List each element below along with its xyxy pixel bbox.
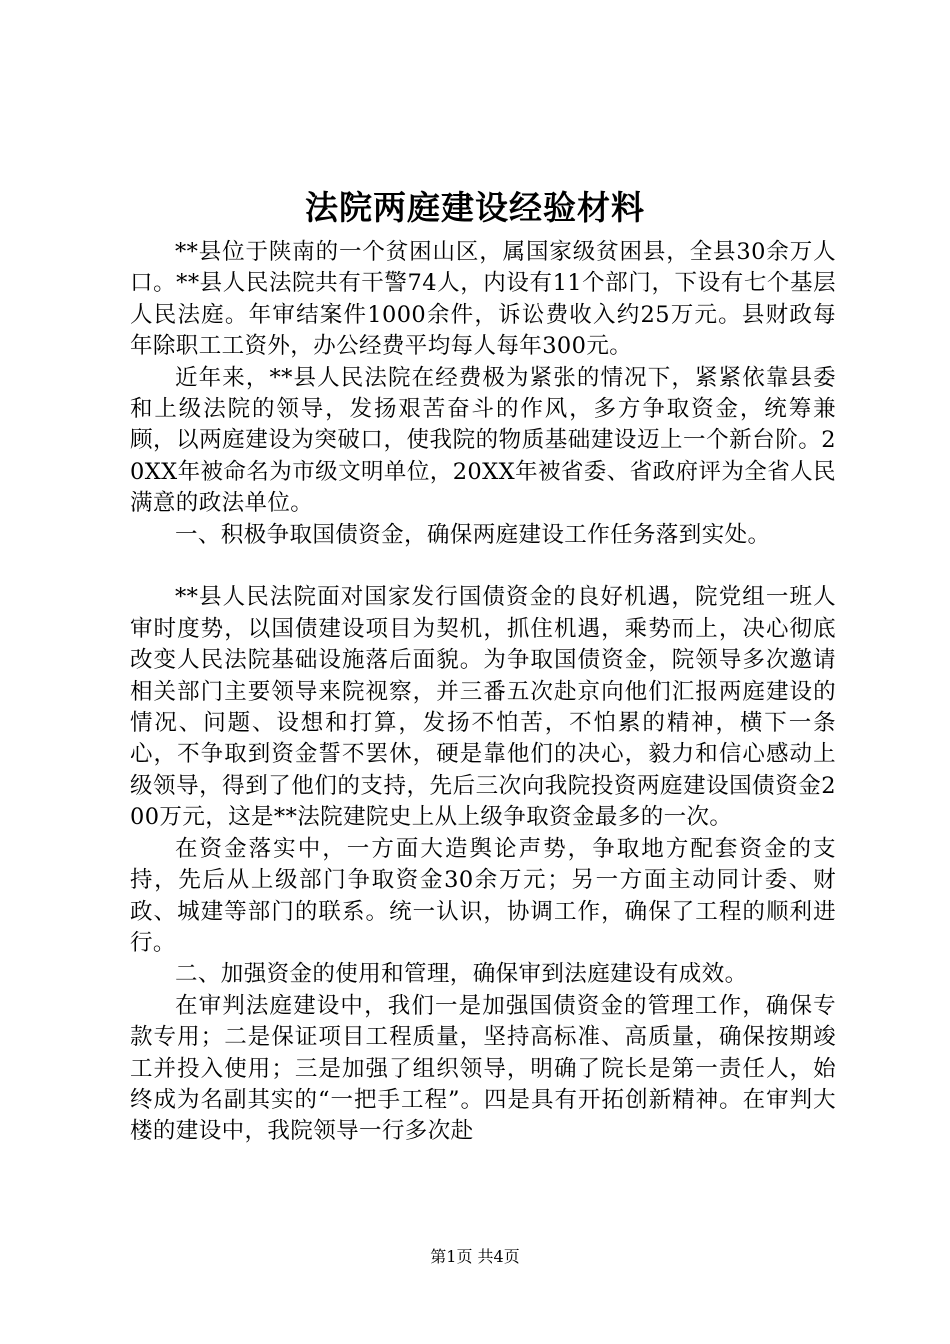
section-heading-1: 一、积极争取国债资金，确保两庭建设工作任务落到实处。 <box>175 521 771 548</box>
document-title: 法院两庭建设经验材料 <box>305 188 645 227</box>
paragraph-recent-years: 近年来，**县人民法院在经费极为紧张的情况下，紧紧依靠县委和上级法院的领导，发扬艰苦奋斗的作风，多方争取资金，统筹兼顾，以两庭建设为突破口，使我院的物质基础建设迈上一个新台阶。20XX年被命名为市级文明单位，20XX年被省委、省政府评为全省人民满意的政法单位。 <box>130 364 836 517</box>
paragraph-intro: **县位于陕南的一个贫困山区，属国家级贫困县，全县30余万人口。**县人民法院共有干警74人，内设有11个部门，下设有七个基层人民法庭。年审结案件1000余件，诉讼费收入约25万元。县财政每年除职工工资外，办公经费平均每人每年300元。 <box>130 239 836 360</box>
blank-line <box>130 551 836 582</box>
page-footer: 第1页 共4页 <box>430 1247 520 1266</box>
paragraph-funding: 在资金落实中，一方面大造舆论声势，争取地方配套资金的支持，先后从上级部门争取资金30余万元；另一方面主动同计委、财政、城建等部门的联系。统一认识，协调工作，确保了工程的顺利进行。 <box>130 835 836 956</box>
paragraph-national-debt: **县人民法院面对国家发行国债资金的良好机遇，院党组一班人审时度势，以国债建设项目为契机，抓住机遇，乘势而上，决心彻底改变人民法院基础设施落后面貌。为争取国债资金，院领导多次邀请相关部门主要领导来院视察，并三番五次赴京向他们汇报两庭建设的情况、问题、设想和打算，发扬不怕苦，不怕累的精神，横下一条心，不争取到资金誓不罢休，硬是靠他们的决心，毅力和信心感动上级领导，得到了他们的支持，先后三次向我院投资两庭建设国债资金200万元，这是**法院建院史上从上级争取资金最多的一次。 <box>130 584 836 831</box>
section-heading-2: 二、加强资金的使用和管理，确保审到法庭建设有成效。 <box>175 961 748 988</box>
document-body <box>130 237 836 1148</box>
paragraph-court-construction: 在审判法庭建设中，我们一是加强国债资金的管理工作，确保专款专用；二是保证项目工程质量，坚持高标准、高质量，确保按期竣工并投入使用；三是加强了组织领导，明确了院长是第一责任人，始终成为名副其实的“一把手工程”。四是具有开拓创新精神。在审判大楼的建设中，我院领导一行多次赴 <box>130 992 836 1145</box>
